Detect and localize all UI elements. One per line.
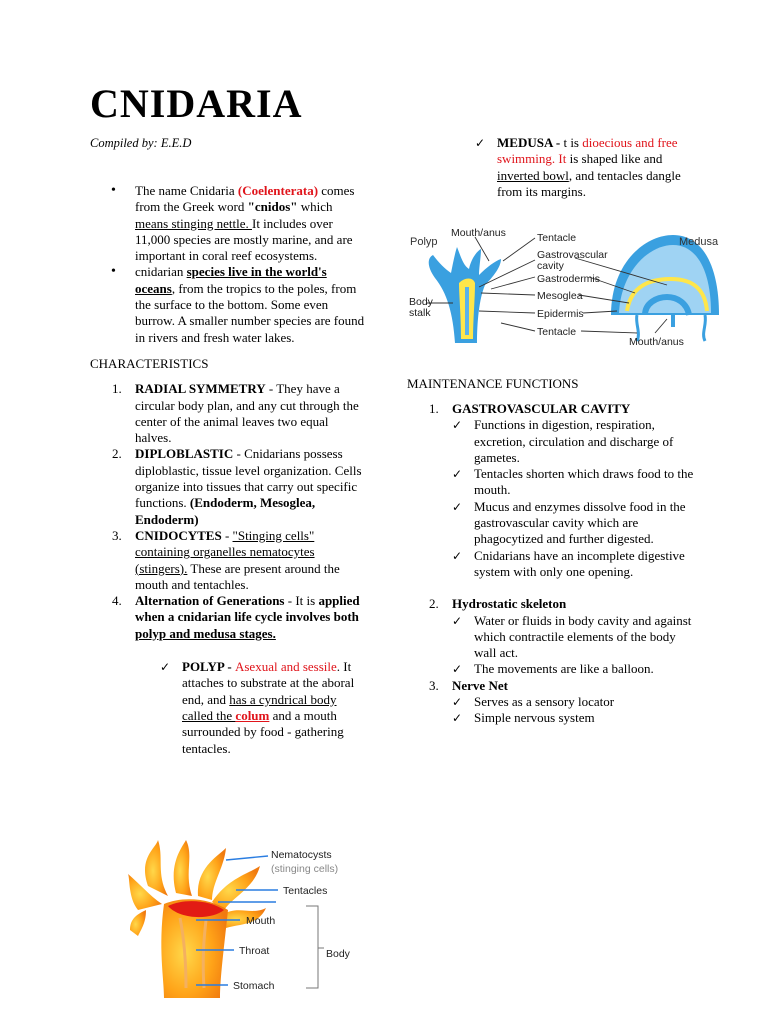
- text: , from the tropics to the poles, from the surface to the bottom. Some even burrow. A smaller number species are found in rivers and fresh water lakes.: [135, 280, 365, 345]
- char-item-2: [90, 446, 365, 527]
- list-item: [452, 661, 697, 677]
- char-item-4: [90, 593, 365, 642]
- text: t is: [563, 135, 583, 150]
- text: is shaped like and: [566, 151, 663, 167]
- tentacle-label-bottom: Tentacle: [537, 326, 577, 338]
- check-icon: ✓: [475, 136, 486, 150]
- polyp-term: POLYP -: [182, 659, 235, 675]
- intro-list: [90, 183, 365, 346]
- colum-term: colum: [235, 707, 270, 723]
- stages-text: polyp and medusa stages.: [135, 625, 276, 641]
- char-item-1: [90, 381, 365, 446]
- body-bracket: [306, 906, 324, 988]
- item-text: Serves as a sensory locator: [474, 694, 615, 710]
- intro-item-1: [90, 183, 365, 264]
- list-item: [452, 417, 697, 466]
- text: has a cyndrical body called the: [182, 691, 337, 723]
- item-text: Water or fluids in body cavity and against which contractile elements of the body wall act.: [474, 612, 692, 661]
- text: It includes over 11,000 species are mostly marine, and are important in coral reef ecosystems.: [135, 215, 353, 264]
- check-icon: ✓: [160, 660, 171, 675]
- check-icon: ✓: [452, 711, 463, 726]
- check-icon: ✓: [452, 613, 463, 628]
- body-label: Body: [326, 948, 350, 960]
- polyp-medusa-figure: [405, 223, 725, 353]
- check-icon: ✓: [452, 499, 463, 514]
- section-gastrovascular: [407, 401, 697, 580]
- medusa-label: Medusa: [679, 236, 719, 248]
- gastrodermis-label: Gastrodermis: [537, 273, 601, 285]
- stinging-cells-text: "Stinging cells" containing organelles nematocytes (stingers).: [135, 527, 315, 576]
- section-number: 3.: [429, 677, 439, 693]
- char-item-3: [90, 528, 365, 593]
- term: CNIDOCYTES: [135, 527, 222, 543]
- text: dioecious and free swimming. It: [497, 135, 678, 167]
- oceans-text: species live in the world's oceans: [135, 264, 327, 296]
- item-number: 2.: [112, 446, 122, 462]
- left-column: [90, 183, 365, 757]
- characteristics-list: [90, 381, 365, 642]
- stomach-label: Stomach: [233, 980, 275, 992]
- check-icon: ✓: [452, 548, 463, 563]
- item-number: 4.: [112, 593, 122, 609]
- section-title: Hydrostatic skeleton: [452, 596, 567, 612]
- item-text: Mucus and enzymes dissolve food in the gastrovascular cavity which are phagocytized and further digested.: [474, 498, 686, 547]
- nematocysts-label: Nematocysts: [271, 849, 332, 861]
- term: DIPLOBLASTIC: [135, 446, 234, 462]
- characteristics-heading: CHARACTERISTICS: [90, 355, 209, 371]
- mouth-anus-label-top: Mouth/anus: [451, 227, 506, 239]
- tentacles-label: Tentacles: [283, 885, 328, 897]
- item-number: 3.: [112, 527, 122, 543]
- section-title: GASTROVASCULAR CAVITY: [452, 401, 631, 416]
- item-text: Simple nervous system: [474, 710, 595, 726]
- mouth-anus-label-bottom: Mouth/anus: [629, 336, 684, 348]
- text: - Cnidarians possess diploblastic, tissue level organization. Cells organize into tissues that carry out specific functions.: [135, 446, 362, 511]
- stalk-label: stalk: [409, 307, 431, 319]
- layers-text: (Endoderm, Mesoglea, Endoderm): [135, 495, 316, 527]
- list-item: [452, 466, 697, 499]
- polyp-body-illustration: [429, 247, 501, 343]
- page-title: CNIDARIA: [90, 81, 303, 126]
- section-nerve-net: [407, 678, 697, 727]
- item-text: Functions in digestion, respiration, excretion, circulation and discharge of gametes.: [474, 417, 674, 465]
- text: The name Cnidaria: [135, 183, 238, 198]
- list-item: [452, 694, 697, 710]
- intro-item-2: [90, 264, 365, 345]
- check-icon: ✓: [452, 467, 463, 482]
- check-icon: ✓: [452, 662, 463, 677]
- section-hydrostatic: [407, 596, 697, 677]
- body-label: Body: [409, 296, 433, 308]
- medusa-item: [475, 135, 687, 200]
- section-title: Nerve Net: [452, 677, 508, 693]
- text: These are present around the mouth and tentachles.: [135, 560, 340, 592]
- gastrovascular-label: Gastrovascular: [537, 249, 608, 261]
- coelenterata-term: (Coelenterata): [237, 183, 319, 198]
- list-item: [452, 613, 697, 662]
- text: cnidarian: [135, 264, 187, 280]
- mesoglea-label: Mesoglea: [537, 290, 583, 302]
- throat-label: Throat: [239, 945, 270, 957]
- term: RADIAL SYMMETRY: [135, 381, 266, 397]
- stinging-cells-label: (stinging cells): [271, 863, 339, 875]
- medusa-term: MEDUSA -: [497, 135, 564, 150]
- cnidos-term: "cnidos": [247, 199, 298, 215]
- section-number: 1.: [429, 401, 439, 416]
- text: comes from the Greek word: [135, 183, 355, 215]
- text: - They have a circular body plan, and any cut through the center of the animal leaves two equal halves.: [135, 381, 359, 446]
- polyp-figure: [128, 838, 363, 1004]
- medusa-body-illustration: [611, 235, 719, 341]
- text: . It attaches to substrate at the aboral end, and: [182, 659, 355, 707]
- meaning-text: means stinging nettle.: [135, 215, 252, 231]
- text: which: [297, 199, 333, 215]
- text: -: [221, 527, 233, 543]
- bowl-text: inverted bowl: [497, 167, 569, 183]
- text: Asexual and sessile: [234, 659, 337, 675]
- list-item: [452, 548, 697, 581]
- item-text: The movements are like a balloon.: [474, 661, 654, 677]
- section-number: 2.: [429, 596, 439, 612]
- text: - It is: [284, 593, 319, 609]
- item-text: Cnidarians have an incomplete digestive system with only one opening.: [474, 547, 685, 579]
- compiled-by: Compiled by: E.E.D: [90, 136, 192, 150]
- cavity-label: cavity: [537, 260, 564, 272]
- tentacle-label-top: Tentacle: [537, 232, 577, 244]
- list-item: [452, 710, 697, 726]
- polyp-item: [160, 659, 365, 757]
- text: , and tentacles dangle from its margins.: [497, 167, 681, 199]
- text: and a mouth surrounded by food - gathering tentacles.: [182, 707, 344, 756]
- epidermis-label: Epidermis: [537, 308, 584, 320]
- maintenance-heading: MAINTENANCE FUNCTIONS: [407, 376, 579, 391]
- check-icon: ✓: [452, 695, 463, 710]
- item-number: 1.: [112, 381, 122, 397]
- item-text: Tentacles shorten which draws food to the mouth.: [474, 466, 694, 498]
- text: applied when a cnidarian life cycle involves both: [135, 593, 360, 625]
- term: Alternation of Generations: [135, 593, 285, 609]
- maintenance-sections: [407, 401, 697, 727]
- mouth-label: Mouth: [246, 915, 276, 927]
- check-icon: ✓: [452, 418, 463, 433]
- polyp-label: Polyp: [410, 236, 438, 248]
- list-item: [452, 499, 697, 548]
